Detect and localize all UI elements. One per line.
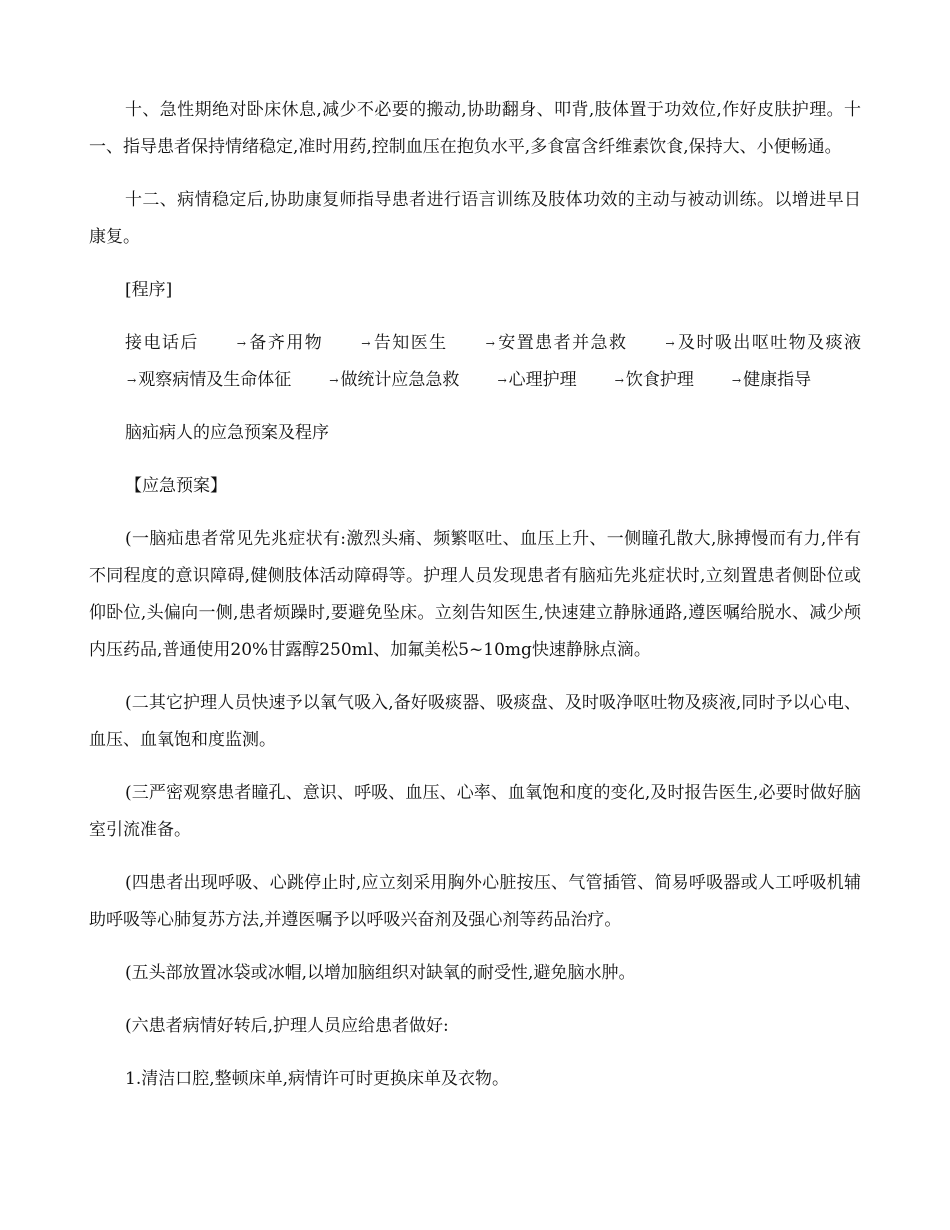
arrow-icon: → <box>127 374 137 387</box>
paragraph-plan-item-2: (二其它护理人员快速予以氧气吸入,备好吸痰器、吸痰盘、及时吸净呕吐物及痰液,同时予以心电、血压、血氧饱和度监测。 <box>89 693 861 750</box>
procedure-flow <box>89 325 861 399</box>
arrow-icon: → <box>497 374 507 387</box>
arrow-icon: → <box>614 374 624 387</box>
arrow-icon: → <box>665 337 675 350</box>
procedure-step: 做统计应急急救 <box>340 370 460 390</box>
paragraph-plan-item-5: (五头部放置冰袋或冰帽,以增加脑组织对缺氧的耐受性,避免脑水肿。 <box>125 963 636 983</box>
paragraph-plan-item-1: (一脑疝患者常见先兆症状有:激烈头痛、频繁呕吐、血压上升、一侧瞳孔散大,脉搏慢而有力,伴有不同程度的意识障碍,健侧肢体活动障碍等。护理人员发现患者有脑疝先兆症状时,立刻置患者侧卧位或仰卧位,头偏向一侧,患者烦躁时,要避免坠床。立刻告知医生,快速建立静脉通路,遵医嘱给脱水、减少颅内压药品,普通使用20%甘露醇250ml、加氟美松5~10mg快速静脉点滴。 <box>89 529 861 660</box>
arrow-icon: → <box>236 337 246 350</box>
arrow-icon: → <box>731 374 742 387</box>
procedure-step: 饮食护理 <box>625 370 694 390</box>
paragraph-plan-item-6: (六患者病情好转后,护理人员应给患者做好: <box>125 1016 449 1036</box>
procedure-step: 告知医生 <box>372 333 448 353</box>
paragraph-sub-item-1: 1.清洁口腔,整顿床单,病情许可时更换床单及衣物。 <box>125 1069 510 1089</box>
section-heading-emergency-plan: 【应急预案】 <box>125 476 227 496</box>
procedure-step: 观察病情及生命体征 <box>138 370 292 390</box>
paragraph-plan-item-4: (四患者出现呼吸、心跳停止时,应立刻采用胸外心脏按压、气管插管、简易呼吸器或人工呼吸机辅助呼吸等心肺复苏方法,并遵医嘱予以呼吸兴奋剂及强心剂等药品治疗。 <box>89 873 861 930</box>
arrow-icon: → <box>361 337 371 350</box>
procedure-step: 安置患者并急救 <box>496 333 628 353</box>
section-title-brain-hernia-plan: 脑疝病人的应急预案及程序 <box>125 423 329 443</box>
procedure-step: 备齐用物 <box>247 333 324 353</box>
section-heading-procedure: [程序] <box>125 280 173 300</box>
paragraph-care-measures-10-11: 十、急性期绝对卧床休息,减少不必要的搬动,协助翻身、叩背,肢体置于功效位,作好皮肤护理。十一、指导患者保持情绪稳定,准时用药,控制血压在抱负水平,多食富含纤维素饮食,保持大、小便畅通。 <box>89 100 861 157</box>
arrow-icon: → <box>485 337 495 350</box>
procedure-step: 及时吸出呕吐物及痰液 <box>676 333 862 353</box>
document-body <box>89 92 861 1114</box>
paragraph-plan-item-3: (三严密观察患者瞳孔、意识、呼吸、血压、心率、血氧饱和度的变化,及时报告医生,必要时做好脑室引流准备。 <box>89 783 861 840</box>
procedure-step: 心理护理 <box>508 370 577 390</box>
procedure-step: 接电话后 <box>125 333 199 353</box>
paragraph-care-measure-12: 十二、病情稳定后,协助康复师指导患者进行语言训练及肢体功效的主动与被动训练。以增进早日康复。 <box>89 190 861 247</box>
arrow-icon: → <box>329 374 339 387</box>
procedure-step: 健康指导 <box>743 370 812 390</box>
